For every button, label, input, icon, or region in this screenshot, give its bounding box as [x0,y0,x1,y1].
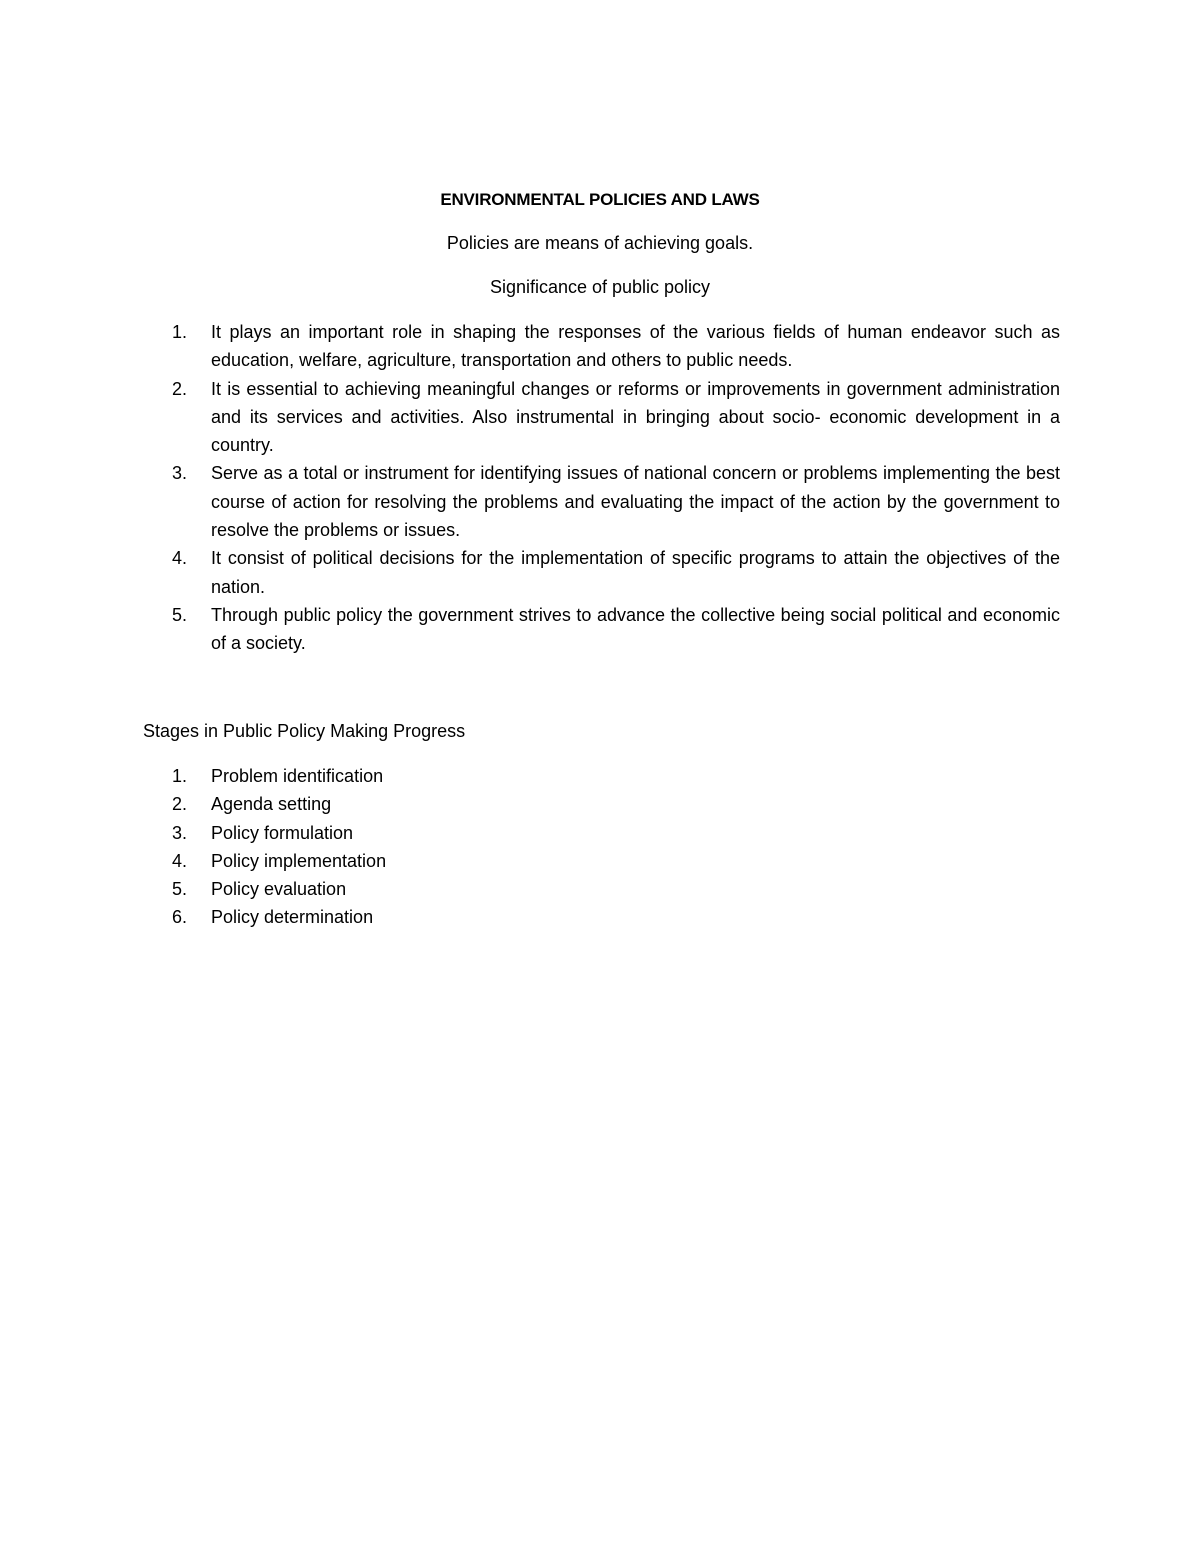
significance-item [0,375,1060,460]
list-number: 5. [172,604,188,625]
stage-item [0,847,800,875]
stage-item [0,875,800,903]
document-subtitle: Policies are means of achieving goals. [446,233,754,253]
list-number: 4. [172,548,188,569]
significance-item [0,459,1060,544]
list-item-text: Problem identification [211,766,384,786]
document-title: ENVIRONMENTAL POLICIES AND LAWS [440,190,760,209]
significance-item [0,544,1060,601]
list-number: 2. [172,378,188,399]
list-number: 6. [172,907,188,928]
list-item-text: It consist of political decisions for the implementation of specific programs to attain the objectives of the nation. [211,548,1060,597]
list-item-text: Serve as a total or instrument for identifying issues of national concern or problems implementing the best course of action for resolving the problems and evaluating the impact of the action by the government to resolve the problems or issues. [211,463,1060,541]
list-item-text: It is essential to achieving meaningful changes or reforms or improvements in government administration and its services and activities. Also instrumental in bringing about socio- economic development in a country. [211,378,1060,456]
stage-item [0,762,800,790]
list-number: 3. [172,463,188,484]
stage-item [0,790,800,818]
list-item-text: Through public policy the government strives to advance the collective being social political and economic of a society. [211,604,1060,654]
list-number: 1. [172,322,188,342]
list-number: 1. [172,766,188,786]
stages-heading: Stages in Public Policy Making Progress [143,721,466,741]
list-item-text: Policy evaluation [211,879,347,900]
list-item-text: Policy formulation [211,822,354,843]
list-number: 3. [172,822,188,843]
significance-list [0,318,1060,658]
list-number: 2. [172,794,188,815]
list-item-text: It plays an important role in shaping the responses of the various fields of human endeavor such as education, welfare, agriculture, transportation and others to public needs. [211,322,1060,371]
significance-item [0,601,1060,658]
list-item-text: Policy determination [211,907,374,928]
stage-item [0,903,800,931]
stages-list [0,762,800,932]
stage-item [0,819,800,847]
list-number: 5. [172,879,188,900]
list-item-text: Policy implementation [211,850,387,871]
significance-item [0,318,1060,375]
list-number: 4. [172,850,188,871]
significance-heading: Significance of public policy [489,277,711,297]
list-item-text: Agenda setting [211,794,332,815]
